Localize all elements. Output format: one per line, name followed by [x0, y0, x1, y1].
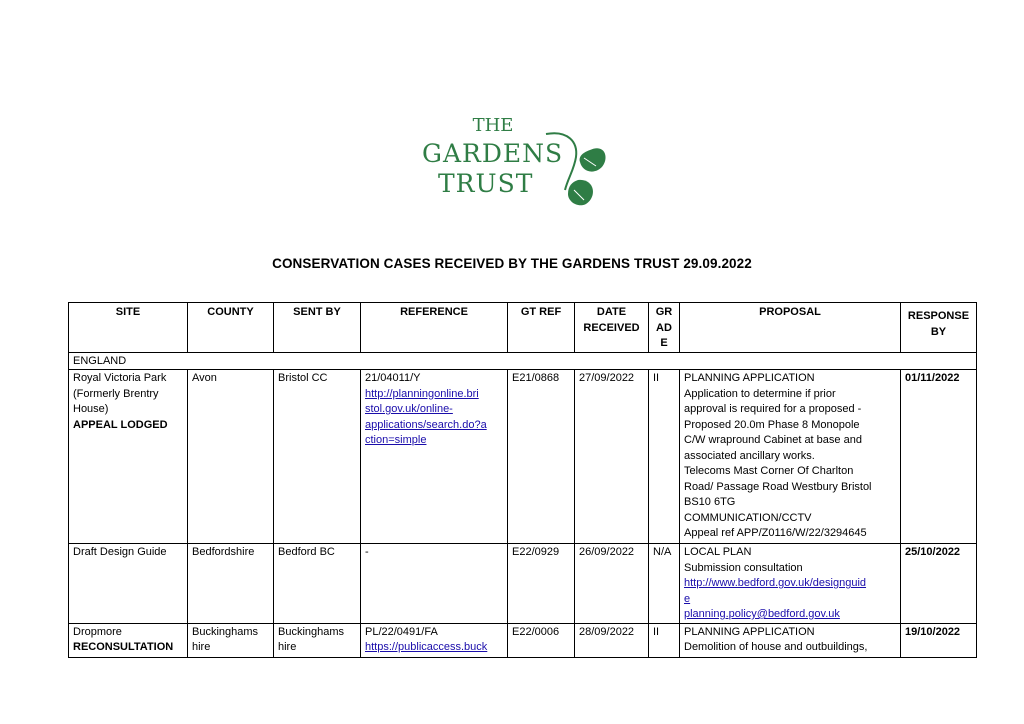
- header-gt-ref: GT REF: [508, 303, 575, 353]
- cell-gt-ref: E22/0006: [508, 623, 575, 657]
- logo-line-trust: TRUST: [438, 169, 534, 198]
- cell-response-by: 01/11/2022: [901, 370, 977, 544]
- document-title: CONSERVATION CASES RECEIVED BY THE GARDENS TRUST 29.09.2022: [272, 256, 752, 271]
- cell-date-received: 26/09/2022: [575, 544, 649, 624]
- gardens-trust-logo: [418, 112, 618, 212]
- table-row: [69, 623, 977, 657]
- proposal-link[interactable]: http://www.bedford.gov.uk/designguid: [684, 577, 867, 589]
- table-row: [69, 544, 977, 624]
- cell-grade: N/A: [649, 544, 680, 624]
- cell-date-received: 27/09/2022: [575, 370, 649, 544]
- header-proposal: PROPOSAL: [680, 303, 901, 353]
- table-row: [69, 370, 977, 544]
- proposal-link[interactable]: e: [684, 592, 691, 605]
- reference-link[interactable]: ction=simple: [365, 434, 427, 446]
- cell-gt-ref: E21/0868: [508, 370, 575, 544]
- cell-proposal: PLANNING APPLICATION Demolition of house and outbuildings,: [680, 623, 901, 657]
- site-status: RECONSULTATION: [73, 641, 174, 653]
- header-response-by: RESPONSE BY: [901, 303, 977, 353]
- header-date-received: DATE RECEIVED: [575, 303, 649, 353]
- reference-link[interactable]: applications/search.do?a: [365, 418, 487, 431]
- cell-site: Dropmore RECONSULTATION: [69, 623, 188, 657]
- cell-date-received: 28/09/2022: [575, 623, 649, 657]
- header-grade: GR AD E: [649, 303, 680, 353]
- cell-response-by: 19/10/2022: [901, 623, 977, 657]
- header-county: COUNTY: [188, 303, 274, 353]
- cell-proposal: LOCAL PLAN Submission consultation http://www.bedford.gov.uk/designguid e planning.policy@bedford.gov.uk: [680, 544, 901, 624]
- cell-grade: II: [649, 370, 680, 544]
- cell-reference: PL/22/0491/FA https://publicaccess.buck: [361, 623, 508, 657]
- cell-county: Buckinghams hire: [188, 623, 274, 657]
- cell-site: Royal Victoria Park (Formerly Brentry House) APPEAL LODGED: [69, 370, 188, 544]
- reference-link[interactable]: stol.gov.uk/online-: [365, 403, 453, 415]
- conservation-cases-table: [68, 302, 977, 658]
- cell-proposal: PLANNING APPLICATION Application to determine if prior approval is required for a proposed - Proposed 20.0m Phase 8 Monopole C/W wrapround Cabinet at base and associated ancillary works. Telecoms Mast Corner Of Charlton Road/ Passage Road Westbury Bristol BS10 6TG COMMUNICATION/CCTV Appeal ref APP/Z0116/W/22/3294645: [680, 370, 901, 544]
- table-header-row: [69, 303, 977, 353]
- logo-line-gardens: GARDENS: [422, 139, 564, 168]
- reference-link[interactable]: http://planningonline.bri: [365, 387, 479, 400]
- section-label: ENGLAND: [69, 352, 977, 370]
- section-row-england: [69, 352, 977, 370]
- cell-grade: II: [649, 623, 680, 657]
- header-sent-by: SENT BY: [274, 303, 361, 353]
- cell-gt-ref: E22/0929: [508, 544, 575, 624]
- site-status: APPEAL LODGED: [73, 418, 168, 431]
- cell-site: Draft Design Guide: [69, 544, 188, 624]
- cell-sent-by: Bristol CC: [274, 370, 361, 544]
- header-site: SITE: [69, 303, 188, 353]
- cell-county: Avon: [188, 370, 274, 544]
- cell-sent-by: Buckinghams hire: [274, 623, 361, 657]
- cell-reference: -: [361, 544, 508, 624]
- cell-county: Bedfordshire: [188, 544, 274, 624]
- cell-sent-by: Bedford BC: [274, 544, 361, 624]
- logo-line-the: THE: [472, 115, 514, 136]
- reference-link[interactable]: https://publicaccess.buck: [365, 641, 488, 653]
- cell-reference: 21/04011/Y http://planningonline.bri stol.gov.uk/online- applications/search.do?a ction=simple: [361, 370, 508, 544]
- proposal-email-link[interactable]: planning.policy@bedford.gov.uk: [684, 608, 840, 620]
- header-reference: REFERENCE: [361, 303, 508, 353]
- cell-response-by: 25/10/2022: [901, 544, 977, 624]
